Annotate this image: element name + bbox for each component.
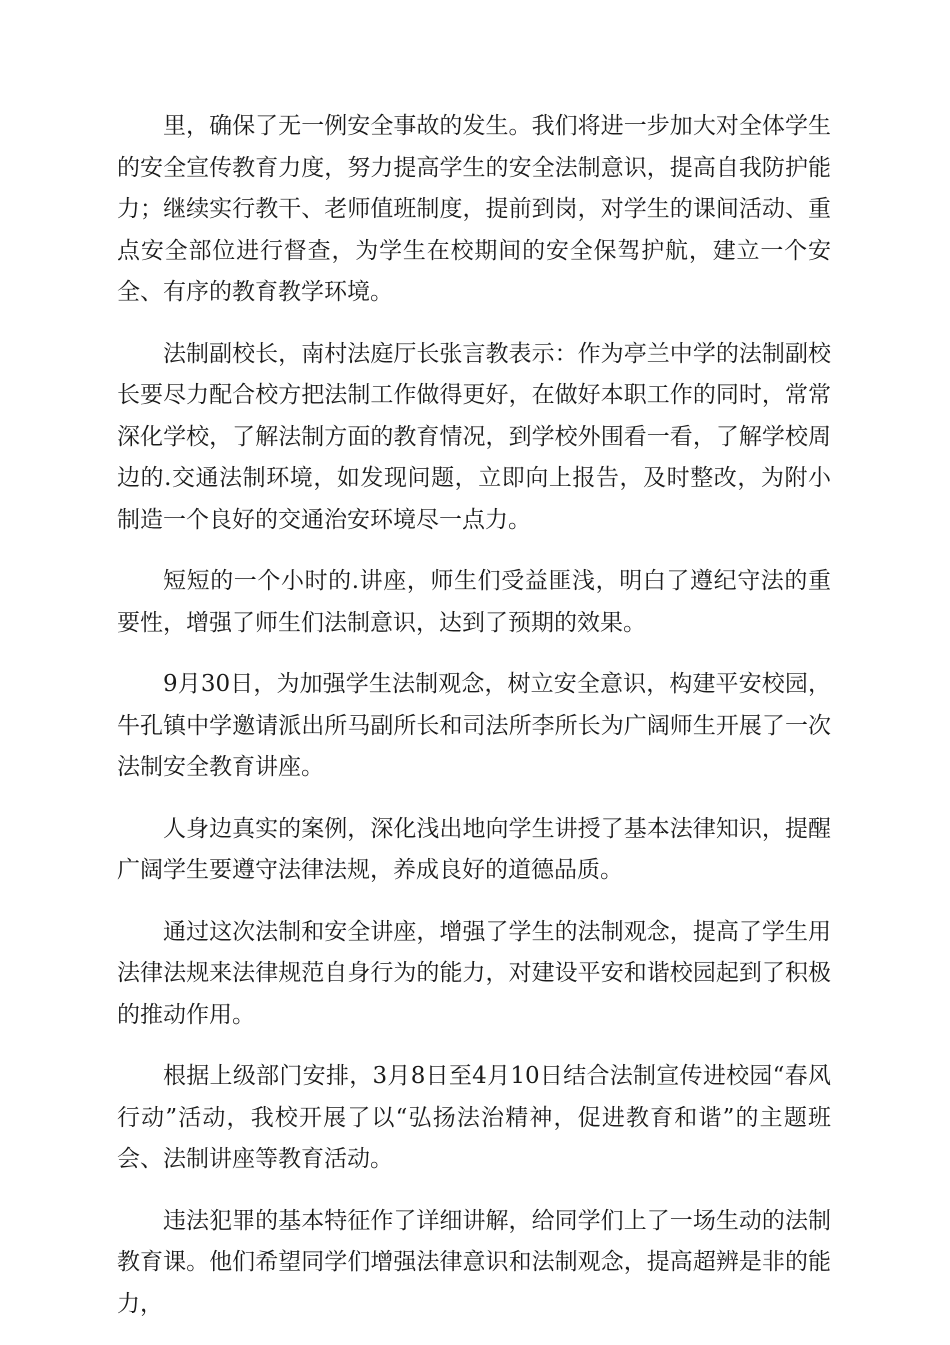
paragraph-5: 人身边真实的案例，深化浅出地向学生讲授了基本法律知识，提醒广阔学生要遵守法律法规，养成良好的道德品质。 bbox=[117, 815, 831, 883]
paragraph-1: 里，确保了无一例安全事故的发生。我们将进一步加大对全体学生的安全宣传教育力度，努力提高学生的安全法制意识，提高自我防护能力；继续实行教干、老师值班制度，提前到岗，对学生的课间活动、重点安全部位进行督查，为学生在校期间的安全保驾护航，建立一个安全、有序的教育教学环境。 bbox=[117, 113, 831, 305]
document-body bbox=[117, 106, 831, 1345]
paragraph-7: 根据上级部门安排，3月8日至4月10日结合法制宣传进校园“春风行动”活动，我校开展了以“弘扬法治精神，促进教育和谐”的主题班会、法制讲座等教育活动。 bbox=[117, 1063, 831, 1172]
paragraph-2: 法制副校长，南村法庭厅长张言教表示：作为亭兰中学的法制副校长要尽力配合校方把法制工作做得更好，在做好本职工作的同时，常常深化学校，了解法制方面的教育情况，到学校外围看一看，了解学校周边的.交通法制环境，如发现问题，立即向上报告，及时整改，为附小制造一个良好的交通治安环境尽一点力。 bbox=[117, 340, 831, 533]
paragraph-4: 9月30日，为加强学生法制观念，树立安全意识，构建平安校园，牛孔镇中学邀请派出所马副所长和司法所李所长为广阔师生开展了一次法制安全教育讲座。 bbox=[117, 671, 831, 780]
paragraph-3: 短短的一个小时的.讲座，师生们受益匪浅，明白了遵纪守法的重要性，增强了师生们法制意识，达到了预期的效果。 bbox=[117, 568, 831, 636]
paragraph-6: 通过这次法制和安全讲座，增强了学生的法制观念，提高了学生用法律法规来法律规范自身行为的能力，对建设平安和谐校园起到了积极的推动作用。 bbox=[117, 918, 831, 1028]
paragraph-8: 违法犯罪的基本特征作了详细讲解，给同学们上了一场生动的法制教育课。他们希望同学们增强法律意识和法制观念，提高超辨是非的能力， bbox=[117, 1207, 831, 1317]
